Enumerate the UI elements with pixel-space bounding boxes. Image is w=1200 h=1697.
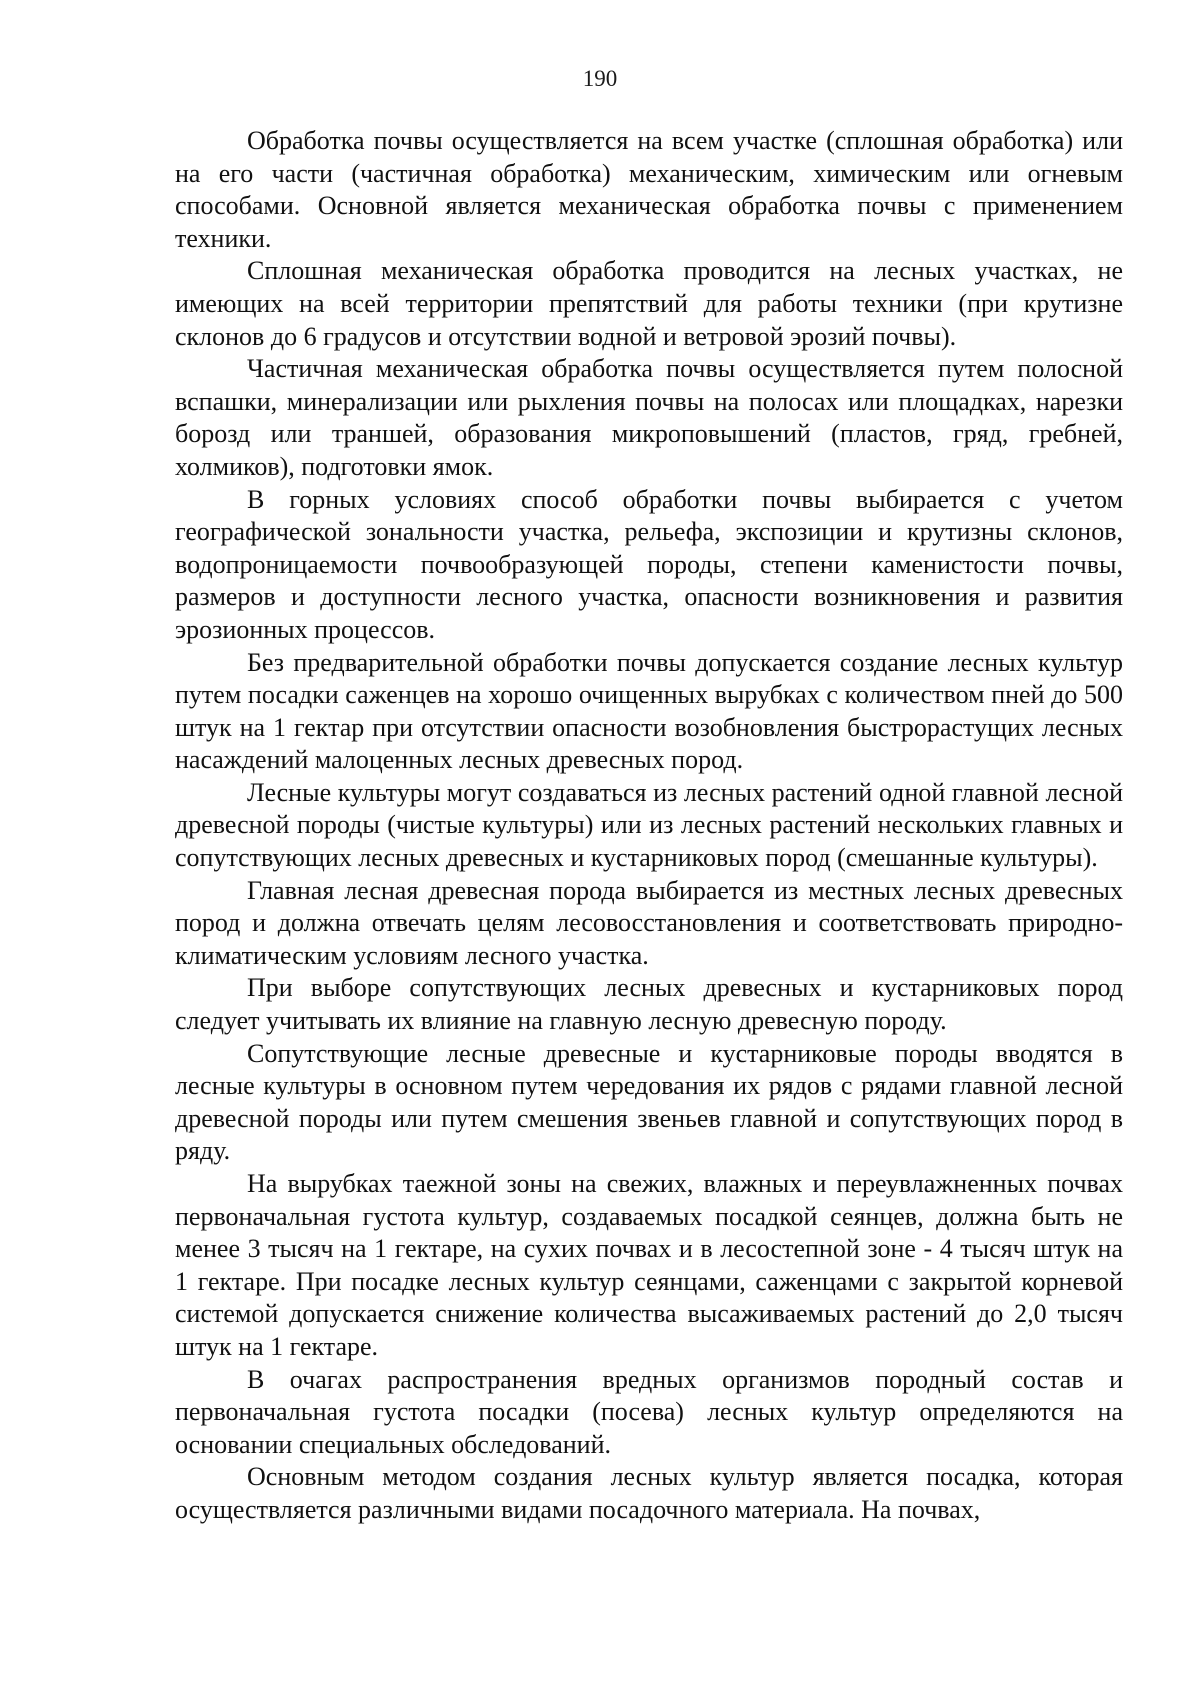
paragraph-planting-density: На вырубках таежной зоны на свежих, влажных и переувлажненных почвах первоначальная густота культур, создаваемых посадкой сеянцев, должна быть не менее 3 тысяч на 1 гектаре, на сухих почвах и в лесостепной зоне - 4 тысяч штук на 1 гектаре. При посадке лесных культур сеянцами, саженцами с закрытой корневой системой допускается снижение количества высаживаемых растений до 2,0 тысяч штук на 1 гектаре. — [175, 1169, 1123, 1361]
paragraph-accompanying-introduction: Сопутствующие лесные древесные и кустарниковые породы вводятся в лесные культуры в основном путем чередования их рядов с рядами главной лесной древесной породы или путем смешения звеньев главной и сопутствующих пород в ряду. — [175, 1038, 1123, 1166]
document-body — [175, 125, 1123, 1527]
paragraph-mountain-conditions: В горных условиях способ обработки почвы выбирается с учетом географической зональности участка, рельефа, экспозиции и крутизны склонов, водопроницаемости почвообразующей породы, степени каменистости почвы, размеров и доступности лесного участка, опасности возникновения и развития эрозионных процессов. — [175, 484, 1123, 644]
paragraph-culture-types: Лесные культуры могут создаваться из лесных растений одной главной лесной древесной породы (чистые культуры) или из лесных растений нескольких главных и сопутствующих лесных древесных и кустарниковых пород (смешанные культуры). — [175, 777, 1123, 873]
paragraph-main-method: Основным методом создания лесных культур является посадка, которая осуществляется различными видами посадочного материала. На почвах, — [175, 1462, 1123, 1524]
paragraph-no-pretreatment: Без предварительной обработки почвы допускается создание лесных культур путем посадки саженцев на хорошо очищенных вырубках с количеством пней до 500 штук на 1 гектар при отсутствии опасности возобновления быстрорастущих лесных насаждений малоценных лесных древесных пород. — [175, 647, 1123, 775]
paragraph-main-species: Главная лесная древесная порода выбирается из местных лесных древесных пород и должна отвечать целям лесовосстановления и соответствовать природно-климатическим условиям лесного участка. — [175, 875, 1123, 970]
paragraph-soil-treatment: Обработка почвы осуществляется на всем участке (сплошная обработка) или на его части (частичная обработка) механическим, химическим или огневым способами. Основной является механическая обработка почвы с применением техники. — [175, 126, 1123, 253]
paragraph-pest-foci: В очагах распространения вредных организмов породный состав и первоначальная густота посадки (посева) лесных культур определяются на основании специальных обследований. — [175, 1364, 1123, 1459]
paragraph-continuous-treatment: Сплошная механическая обработка проводится на лесных участках, не имеющих на всей территории препятствий для работы техники (при крутизне склонов до 6 градусов и отсутствии водной и ветровой эрозий почвы). — [175, 256, 1123, 351]
page-number: 190 — [582, 66, 618, 91]
paragraph-accompanying-choice: При выборе сопутствующих лесных древесных и кустарниковых пород следует учитывать их влияние на главную лесную древесную породу. — [175, 973, 1123, 1036]
paragraph-partial-treatment: Частичная механическая обработка почвы осуществляется путем полосной вспашки, минерализации или рыхления почвы на полосах или площадках, нарезки борозд или траншей, образования микроповышений (пластов, гряд, гребней, холмиков), подготовки ямок. — [175, 354, 1123, 481]
